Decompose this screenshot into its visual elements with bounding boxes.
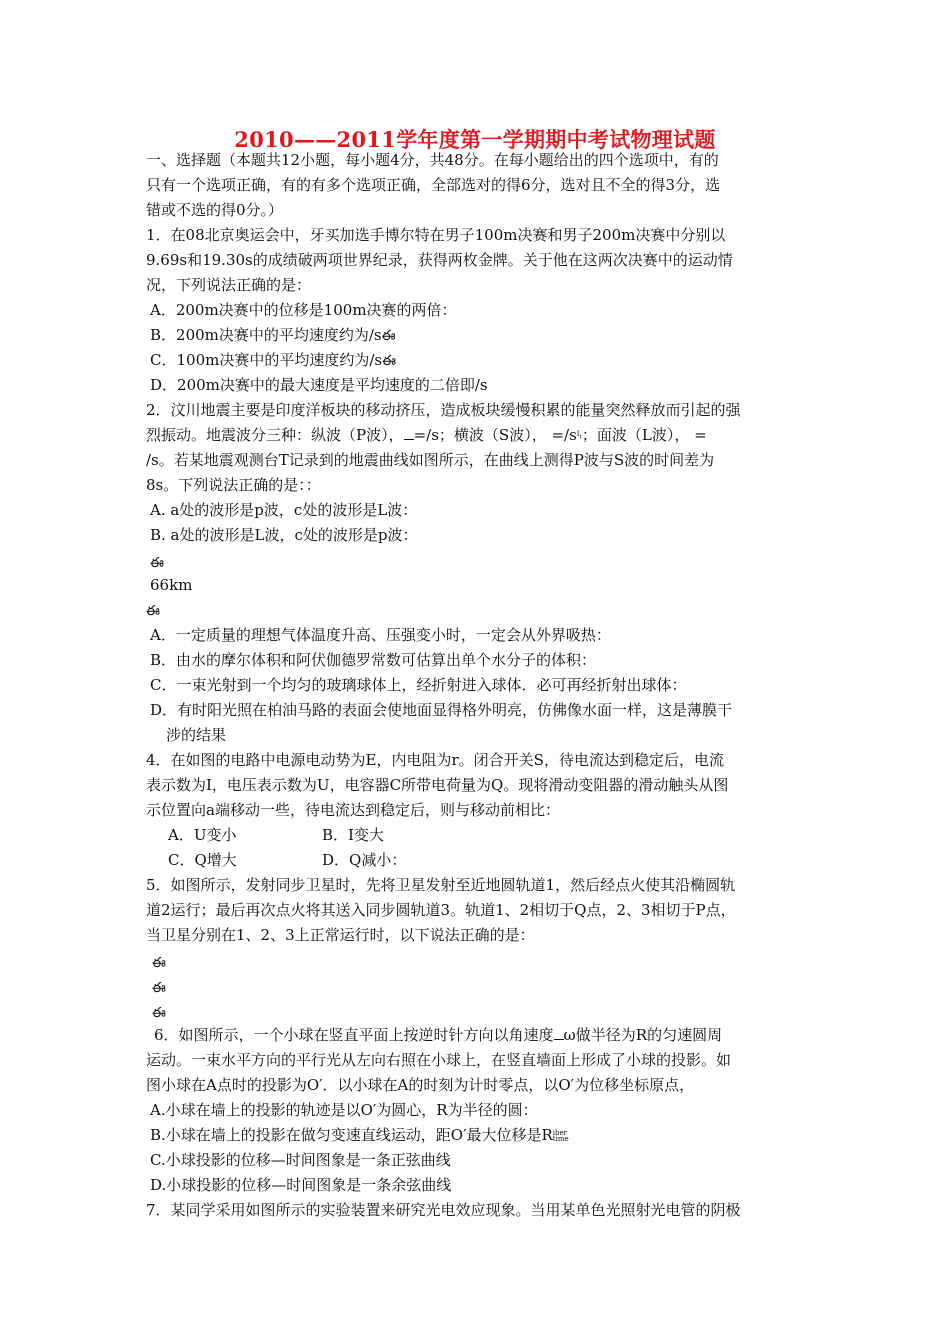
q6-stem-part-2: ω做半径为R的匀速圆周	[563, 1026, 723, 1044]
section-instructions-line-3: 错或不选的得0分。）	[146, 201, 284, 219]
q2-stem-part-2: =/s；横波（S波）， =/s	[413, 426, 577, 444]
q2-option-b: B. a处的波形是L波，c处的波形是p波：	[150, 526, 418, 544]
squiggle-icon: ఈ	[382, 353, 397, 369]
q3-option-d: D．有时阳光照在柏油马路的表面会使地面显得格外明亮，仿佛像水面一样，这是薄膜干	[150, 701, 733, 719]
q3-option-a: A．一定质量的理想气体温度升高、压强变小时，一定会从外界吸热：	[150, 626, 611, 644]
q4-option-d: D．Q减小：	[322, 851, 407, 869]
q2-stem-line-1: 2．汶川地震主要是印度洋板块的移动挤压，造成板块缓慢积累的能量突然释放而引起的强	[146, 401, 741, 419]
q4-stem-line-3: 示位置向a端移动一些，待电流达到稳定后，则与移动前相比：	[146, 801, 560, 819]
q1-option-c	[150, 349, 396, 372]
q4-stem-line-1: 4．在如图的电路中电源电动势为E，内电阻为r。闭合开关S，待电流达到稳定后，电流	[146, 751, 724, 769]
q3-option-c: C．一束光射到一个均匀的玻璃球体上，经折射进入球体．必可再经折射出球体：	[150, 676, 687, 694]
q3-option-d-cont: 涉的结果	[166, 726, 227, 744]
section-instructions-line-2: 只有一个选项正确，有的有多个选项正确，全部选对的得6分，选对且不全的得3分，选	[146, 176, 721, 194]
blank-mark	[554, 1027, 564, 1040]
squiggle-icon: ఈ	[381, 328, 396, 344]
q1-stem-line-2: 9.69s和19.30s的成绩破两项世界纪录，获得两枚金牌。关于他在这两次决赛中的运动情	[146, 251, 733, 269]
squiggle-icon: ఈ	[150, 555, 164, 571]
q2-stem-part-3: ；面波（L波）， =	[581, 426, 707, 444]
q1-option-c-text: C．100m决赛中的平均速度约为/s	[150, 351, 383, 369]
q5-stem-line-1: 5．如图所示，发射同步卫星时，先将卫星发射至近地圆轨道1，然后经点火使其沿椭圆轨	[146, 876, 736, 894]
squiggle-icon: ఈ	[152, 1005, 166, 1021]
squiggle-icon: ఈ	[146, 603, 160, 619]
q6-stem-line-1	[154, 1024, 722, 1046]
blank-mark	[404, 427, 414, 440]
q1-option-b	[150, 324, 396, 347]
squiggle-icon: ఈ	[152, 980, 166, 996]
q6-option-b	[150, 1124, 569, 1146]
q6-option-d: D.小球投影的位移—时间图象是一条余弦曲线	[150, 1176, 452, 1194]
q4-option-b: B．I变大	[322, 826, 384, 844]
q1-stem-line-3: 况，下列说法正确的是：	[146, 276, 312, 294]
q5-stem-line-3: 当卫星分别在1、2、3上正常运行时，以下说法正确的是：	[146, 926, 535, 944]
q2-stem-line-4: 8s。下列说法正确的是：：	[146, 476, 321, 494]
q1-stem-line-1: 1．在08北京奥运会中，牙买加选手博尔特在男子100m决赛和男子200m决赛中分别以	[146, 226, 726, 244]
q4-stem-line-2: 表示数为I，电压表示数为U，电容器C所带电荷量为Q。现将滑动变阻器的滑动触头从图	[146, 776, 729, 794]
page-title: 2010——2011学年度第一学期期中考试物理试题	[234, 127, 716, 152]
q2-distance: 66km	[150, 576, 193, 594]
squiggle-icon: ఈ	[152, 955, 166, 971]
q6-option-a: A.小球在墙上的投影的轨迹是以O′为圆心，R为半径的圆：	[150, 1101, 538, 1119]
garbled-fraction-icon: iber time	[552, 1129, 569, 1143]
q2-stem-line-3: /s。若某地震观测台T记录到的地震曲线如图所示，在曲线上测得P波与S波的时间差为	[146, 451, 715, 469]
section-instructions-line-1: 一、选择题（本题共12小题，每小题4分，共48分。在每小题给出的四个选项中，有的	[146, 151, 719, 169]
q1-option-b-text: B．200m决赛中的平均速度约为/s	[150, 326, 382, 344]
q7-stem-line-1: 7．某同学采用如图所示的实验装置来研究光电效应现象。当用某单色光照射光电管的阴极	[146, 1201, 741, 1219]
q6-option-b-text: B.小球在墙上的投影在做匀变速直线运动，距O′最大位移是R	[150, 1126, 553, 1144]
q6-option-c: C.小球投影的位移—时间图象是一条正弦曲线	[150, 1151, 451, 1169]
q6-stem-line-3: 图小球在A点时的投影为O′．以小球在A的时刻为计时零点，以O′为位移坐标原点，	[146, 1076, 695, 1094]
q3-option-b: B．由水的摩尔体积和阿伏伽德罗常数可估算出单个水分子的体积：	[150, 651, 597, 669]
q4-option-c: C．Q增大	[168, 851, 237, 869]
q5-stem-line-2: 道2运行；最后再次点火将其送入同步圆轨道3。轨道1、2相切于Q点，2、3相切于P点，	[146, 901, 736, 919]
q2-stem-line-2	[146, 424, 707, 446]
garbled-subscript-icon: $I_t$	[576, 430, 582, 441]
q2-stem-part-1: 烈振动。地震波分三种：纵波（P波），	[146, 426, 404, 444]
q6-stem-line-2: 运动。一束水平方向的平行光从左向右照在小球上，在竖直墙面上形成了小球的投影。如	[146, 1051, 732, 1069]
q6-stem-part-1: 6．如图所示，一个小球在竖直平面上按逆时针方向以角速度	[154, 1026, 554, 1044]
q4-option-a: A．U变小	[168, 826, 237, 844]
q2-option-a: A. a处的波形是p波，c处的波形是L波：	[150, 501, 418, 519]
q1-option-d: D．200m决赛中的最大速度是平均速度的二倍即/s	[150, 376, 488, 394]
q1-option-a: A．200m决赛中的位移是100m决赛的两倍：	[150, 301, 457, 319]
